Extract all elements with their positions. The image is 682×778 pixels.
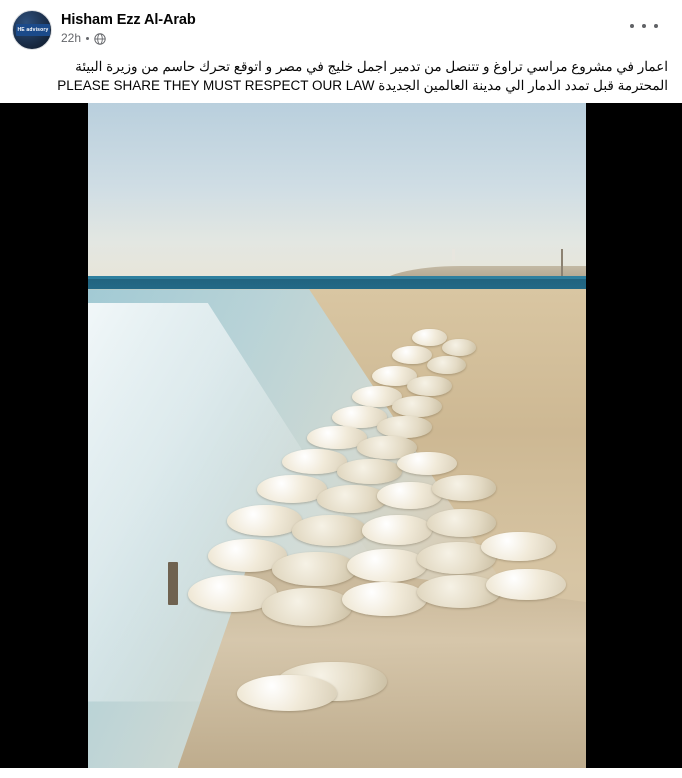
menu-dot-3	[654, 24, 658, 28]
sandbag	[292, 515, 367, 546]
sandbag	[486, 569, 566, 601]
photo-letterbox-right	[586, 103, 682, 768]
post-meta-row	[61, 31, 196, 45]
post-message	[0, 52, 682, 103]
post-message-line-2: المحترمة قبل تمدد الدمار الي مدينة العالمين الجديدة PLEASE SHARE THEY MUST RESPECT OUR LAW	[57, 77, 668, 93]
photo-sky	[88, 103, 586, 289]
sandbag	[377, 416, 432, 439]
sandbag	[337, 459, 402, 484]
sandbag	[342, 582, 427, 617]
sandbag	[481, 532, 556, 561]
sandbag	[432, 475, 497, 500]
post-message-line-1: اعمار في مشروع مراسي تراوغ و تتنصل من تدمير اجمل خليج في مصر و اتوقع تحرك حاسم من وزيرة البيئة	[75, 59, 668, 74]
more-options-icon[interactable]	[630, 18, 658, 34]
photo-letterbox-left	[0, 103, 88, 768]
sandbag	[397, 452, 457, 475]
sandbag	[317, 485, 387, 513]
avatar-badge	[16, 24, 50, 36]
post-timestamp[interactable]: 22h	[61, 31, 82, 45]
post-header-text	[61, 10, 196, 45]
avatar-badge-label: HE advisory	[17, 27, 49, 33]
sandbag	[407, 376, 452, 396]
sandbag	[392, 396, 442, 417]
globe-icon[interactable]	[94, 32, 106, 44]
post-photo-container[interactable]	[0, 103, 682, 768]
sandbag	[362, 515, 432, 544]
sandbag	[347, 549, 427, 582]
post-photo[interactable]	[88, 103, 586, 768]
sandbag	[227, 505, 302, 536]
menu-dot-1	[630, 24, 634, 28]
sandbag	[392, 346, 432, 365]
avatar[interactable]	[12, 10, 52, 50]
sandbag	[427, 509, 497, 537]
sandbag	[412, 329, 447, 346]
post-author-name[interactable]: Hisham Ezz Al-Arab	[61, 12, 196, 28]
photo-stake	[168, 562, 178, 605]
sandbag	[237, 675, 337, 711]
sandbag	[272, 552, 357, 587]
post-header	[0, 0, 682, 52]
sandbag	[262, 588, 352, 625]
photo-lighthouse	[452, 249, 455, 261]
menu-dot-2	[642, 24, 646, 28]
meta-separator-dot	[86, 37, 89, 40]
